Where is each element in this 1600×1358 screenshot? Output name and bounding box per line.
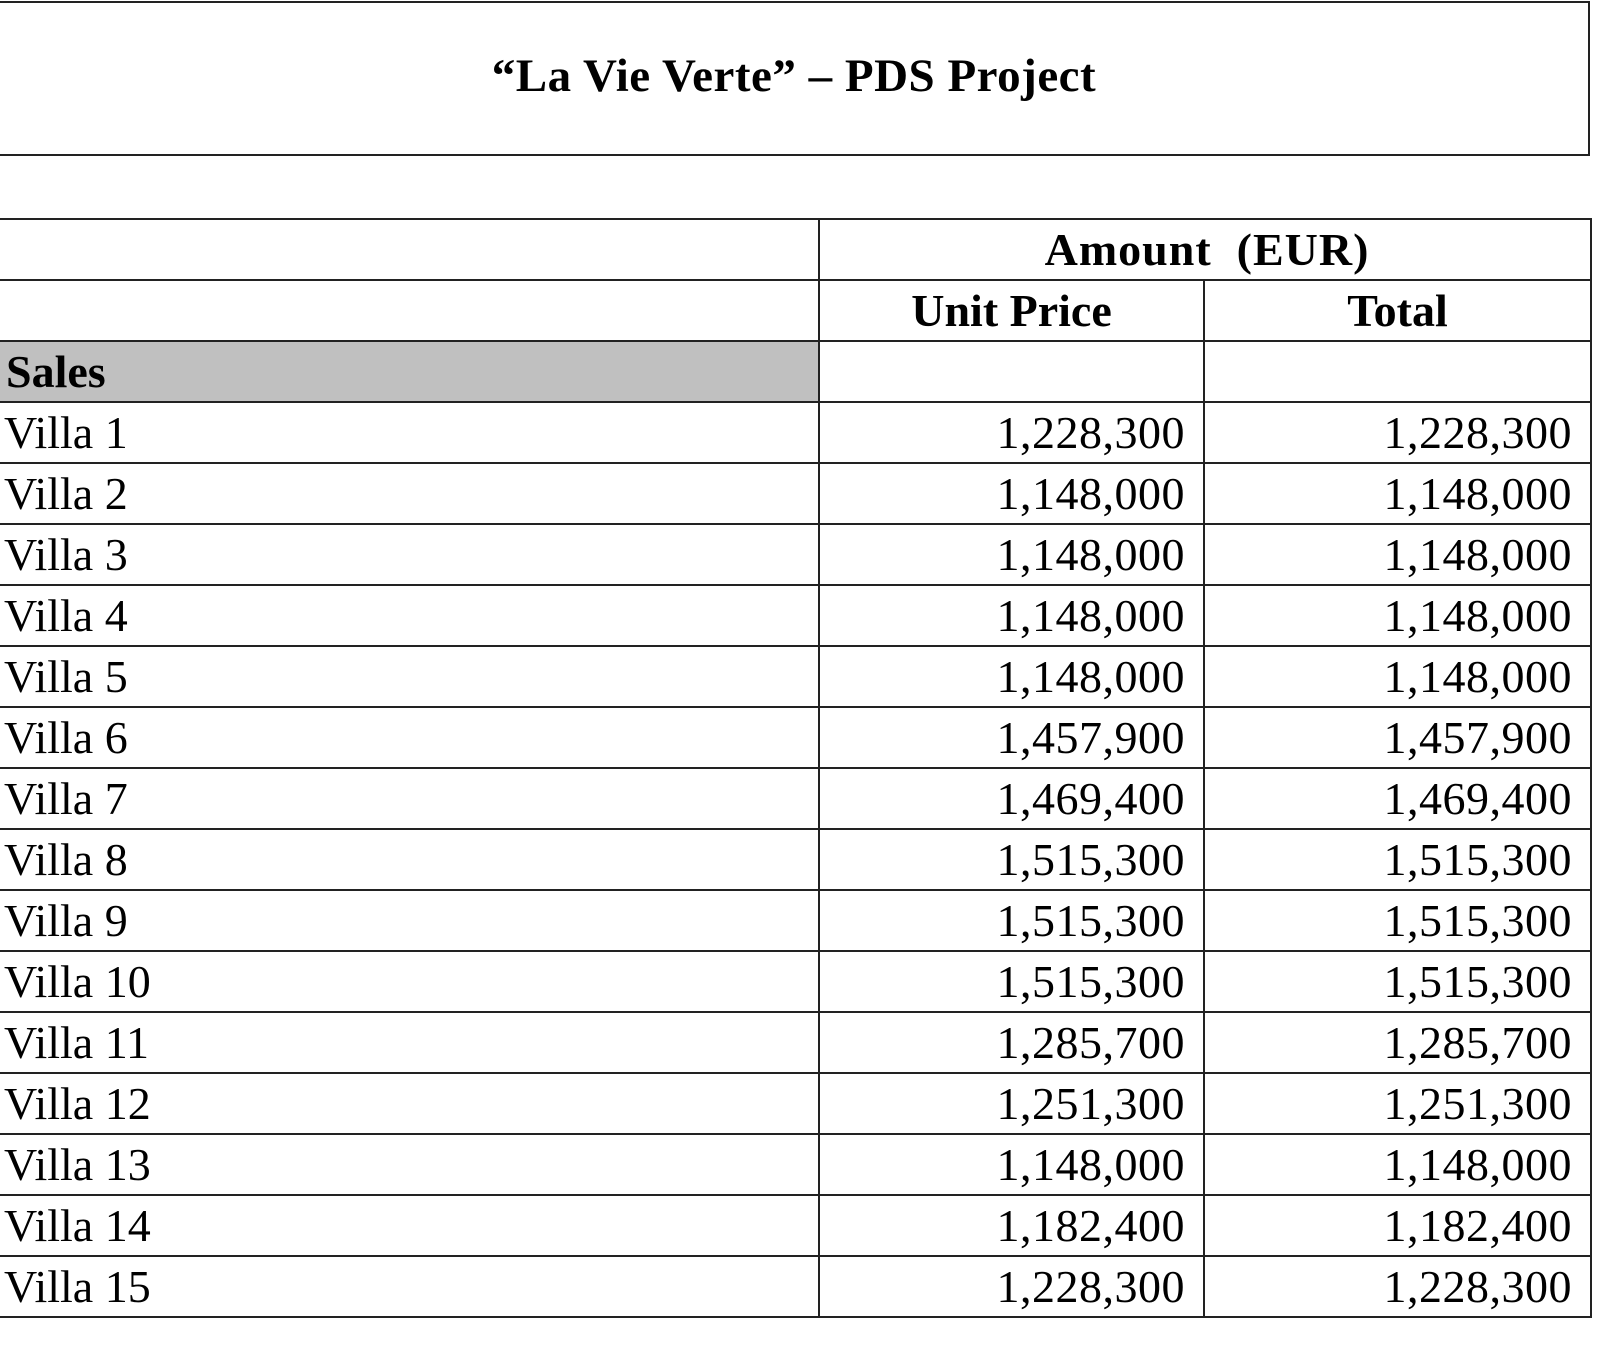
table-row	[0, 951, 1591, 1012]
table-row	[0, 890, 1591, 951]
sales-table-body	[0, 219, 1591, 1317]
villa-label-cell: Villa 12	[0, 1073, 819, 1134]
document-title: “La Vie Verte” – PDS Project	[491, 49, 1097, 102]
unit-price-cell: 1,469,400	[819, 768, 1204, 829]
unit-price-cell: 1,515,300	[819, 890, 1204, 951]
total-cell: 1,228,300	[1204, 402, 1591, 463]
total-cell: 1,148,000	[1204, 1134, 1591, 1195]
amount-header-label: Amount (EUR)	[1044, 224, 1370, 275]
unit-price-cell: 1,148,000	[819, 524, 1204, 585]
table-row	[0, 1073, 1591, 1134]
table-row	[0, 585, 1591, 646]
total-cell: 1,515,300	[1204, 890, 1591, 951]
total-cell: 1,148,000	[1204, 463, 1591, 524]
villa-label-cell: Villa 5	[0, 646, 819, 707]
villa-label-cell: Villa 11	[0, 1012, 819, 1073]
title-box	[0, 1, 1590, 156]
unit-price-cell: 1,148,000	[819, 585, 1204, 646]
section-label-sales: Sales	[0, 341, 819, 402]
table-row	[0, 768, 1591, 829]
unit-price-cell: 1,148,000	[819, 1134, 1204, 1195]
total-cell: 1,515,300	[1204, 829, 1591, 890]
villa-label-cell: Villa 1	[0, 402, 819, 463]
total-cell: 1,182,400	[1204, 1195, 1591, 1256]
table-row	[0, 646, 1591, 707]
villa-label-cell: Villa 4	[0, 585, 819, 646]
table-row	[0, 1012, 1591, 1073]
header-blank-cell	[0, 280, 819, 341]
unit-price-header: Unit Price	[819, 280, 1204, 341]
total-cell: 1,148,000	[1204, 646, 1591, 707]
unit-price-cell: 1,285,700	[819, 1012, 1204, 1073]
unit-price-cell: 1,148,000	[819, 463, 1204, 524]
unit-price-cell: 1,251,300	[819, 1073, 1204, 1134]
unit-price-cell: 1,515,300	[819, 829, 1204, 890]
table-row	[0, 1195, 1591, 1256]
villa-label-cell: Villa 9	[0, 890, 819, 951]
total-cell: 1,228,300	[1204, 1256, 1591, 1317]
villa-label-cell: Villa 3	[0, 524, 819, 585]
total-cell: 1,515,300	[1204, 951, 1591, 1012]
unit-price-cell: 1,515,300	[819, 951, 1204, 1012]
villa-label-cell: Villa 14	[0, 1195, 819, 1256]
table-row	[0, 524, 1591, 585]
total-cell: 1,251,300	[1204, 1073, 1591, 1134]
table-row	[0, 463, 1591, 524]
villa-label-cell: Villa 15	[0, 1256, 819, 1317]
villa-label-cell: Villa 13	[0, 1134, 819, 1195]
total-cell: 1,285,700	[1204, 1012, 1591, 1073]
table-row	[0, 1134, 1591, 1195]
table-row	[0, 402, 1591, 463]
villa-label-cell: Villa 2	[0, 463, 819, 524]
empty-cell	[1204, 341, 1591, 402]
header-blank-cell	[0, 219, 819, 280]
villa-label-cell: Villa 10	[0, 951, 819, 1012]
total-cell: 1,148,000	[1204, 585, 1591, 646]
table-row	[0, 829, 1591, 890]
section-row-sales	[0, 341, 1591, 402]
empty-cell	[819, 341, 1204, 402]
unit-price-cell: 1,148,000	[819, 646, 1204, 707]
header-row-amount	[0, 219, 1591, 280]
total-cell: 1,457,900	[1204, 707, 1591, 768]
unit-price-cell: 1,228,300	[819, 402, 1204, 463]
villa-label-cell: Villa 8	[0, 829, 819, 890]
unit-price-cell: 1,457,900	[819, 707, 1204, 768]
total-header: Total	[1204, 280, 1591, 341]
villa-label-cell: Villa 6	[0, 707, 819, 768]
villa-label-cell: Villa 7	[0, 768, 819, 829]
header-row-columns	[0, 280, 1591, 341]
table-row	[0, 707, 1591, 768]
total-cell: 1,148,000	[1204, 524, 1591, 585]
sales-table	[0, 218, 1592, 1318]
total-cell: 1,469,400	[1204, 768, 1591, 829]
table-row	[0, 1256, 1591, 1317]
unit-price-cell: 1,228,300	[819, 1256, 1204, 1317]
unit-price-cell: 1,182,400	[819, 1195, 1204, 1256]
amount-header	[819, 219, 1591, 280]
